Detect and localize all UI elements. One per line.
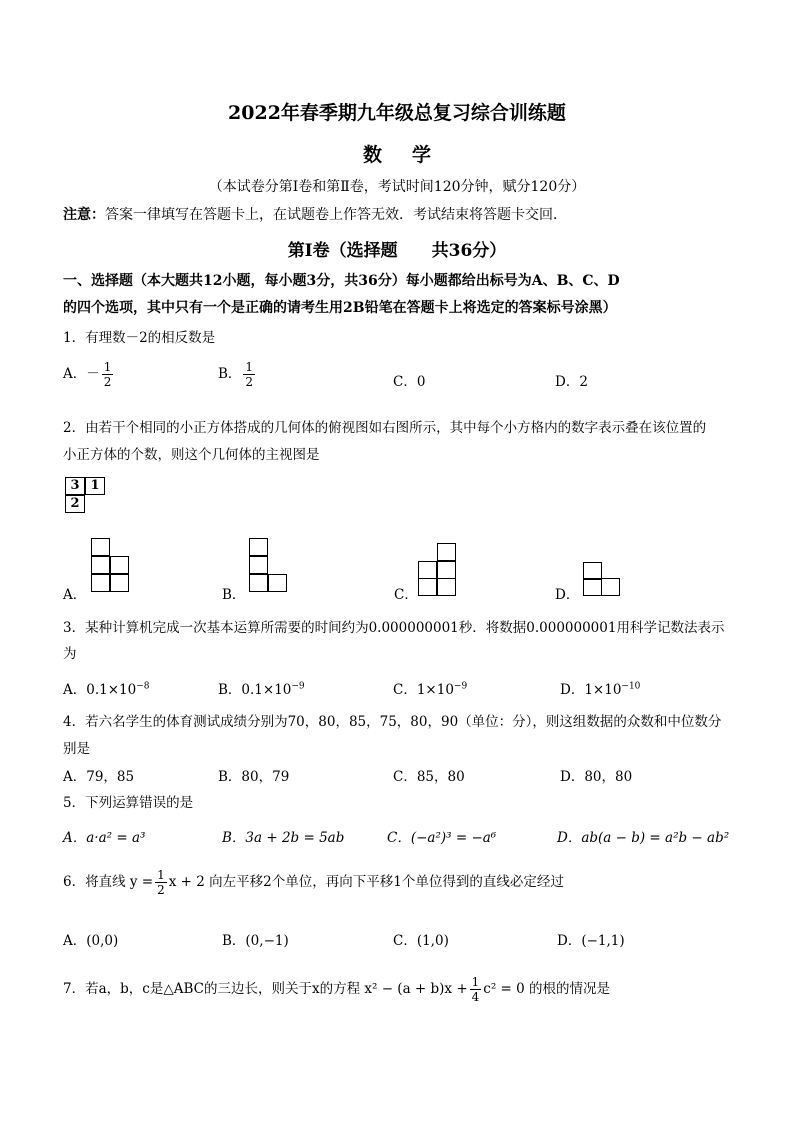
notice-text: 答案一律填写在答题卡上，在试题卷上作答无效．考试结束将答题卡交回． (105, 207, 567, 223)
q6-fraction (155, 868, 167, 897)
q6-denominator: 2 (157, 883, 165, 897)
q6-numerator: 1 (157, 868, 165, 882)
exam-title: 2022年春季期九年级总复习综合训练题 (228, 102, 566, 124)
q2-stem-line1: 2．由若干个相同的小正方体搭成的几何体的俯视图如右图所示，其中每个小方格内的数字表示叠在该位置的 (63, 420, 707, 436)
q3-stem-line1: 3．某种计算机完成一次基本运算所需要的时间约为0.000000001秒．将数据0.000000001用科学记数法表示 (63, 620, 725, 636)
q7-stem-pre: 7．若a，b，c是△ABC的三边长，则关于x的方程 x² − (a + b)x + (63, 981, 468, 997)
q3-option-d (560, 678, 640, 698)
q7-numerator: 1 (471, 975, 480, 989)
cube-square (437, 578, 456, 596)
q3-d-exponent: −10 (621, 681, 641, 692)
q1-stem: 1．有理数－2的相反数是 (63, 330, 216, 346)
cube-square (91, 574, 110, 592)
q3-a-exponent: −8 (136, 681, 150, 692)
q3-option-b (218, 678, 305, 698)
q1-b-numerator: 1 (245, 360, 254, 374)
notice-label: 注意： (63, 207, 105, 223)
cube-square (418, 578, 437, 596)
cube-square (249, 556, 268, 574)
part-title: 第Ⅰ卷（选择题 共36分） (287, 241, 507, 261)
q7-denominator: 4 (471, 990, 480, 1004)
q4-stem-line2: 别是 (63, 741, 90, 757)
q2-stem-line2: 小正方体的个数，则这个几何体的主视图是 (63, 447, 320, 463)
grid-cell: 1 (85, 477, 105, 495)
q5-option-b: B．3a + 2b = 5ab (222, 830, 345, 846)
q1-option-c: C．0 (393, 374, 426, 390)
cube-square (110, 556, 129, 574)
q5-option-c: C．(−a²)³ = −a⁶ (387, 830, 497, 846)
notice (63, 204, 567, 224)
q4-option-c: C．85，80 (393, 769, 465, 785)
q1-option-d: D．2 (555, 374, 588, 390)
cube-square (418, 561, 437, 579)
exam-info: （本试卷分第Ⅰ卷和第Ⅱ卷，考试时间120分钟，赋分120分） (208, 179, 586, 195)
q6-stem (63, 868, 564, 897)
cube-square (91, 556, 110, 574)
cube-square (91, 538, 110, 556)
cube-square (268, 574, 287, 592)
grid-cell: 3 (65, 477, 85, 495)
q1-option-b-fraction (243, 360, 255, 389)
cube-square (249, 538, 268, 556)
q1-a-numerator: 1 (103, 360, 112, 374)
q3-c-base: C．1×10 (393, 682, 454, 698)
q1-option-a-label: A．－ (63, 366, 100, 382)
cube-square (583, 578, 602, 596)
q4-option-d: D．80，80 (560, 769, 633, 785)
q5-option-d: D．ab(a − b) = a²b − ab² (557, 830, 730, 846)
cube-square (110, 574, 129, 592)
q3-d-base: D．1×10 (560, 682, 622, 698)
q6-option-c: C．(1,0) (393, 933, 449, 949)
q7-stem-post: c² = 0 的根的情况是 (483, 981, 611, 997)
q6-option-b: B．(0,−1) (222, 933, 289, 949)
q4-option-b: B．80，79 (218, 769, 290, 785)
subject-title: 数学 (362, 144, 461, 166)
q5-stem: 5．下列运算错误的是 (63, 795, 194, 811)
q1-option-a (63, 360, 115, 389)
q1-b-denominator: 2 (245, 375, 254, 389)
q6-stem-post: x + 2 向左平移2个单位，再向下平移1个单位得到的直线必定经过 (168, 874, 564, 890)
q3-stem-line2: 为 (63, 646, 77, 662)
q6-stem-pre: 6．将直线 y = (63, 874, 154, 890)
q1-option-a-fraction (102, 360, 114, 389)
q2-option-a-label: A． (63, 587, 87, 603)
q4-option-a: A．79，85 (63, 769, 135, 785)
q3-option-c (393, 678, 467, 698)
q1-option-b (218, 360, 257, 389)
grid-cell: 2 (65, 495, 85, 513)
cube-square (249, 574, 268, 592)
q6-option-d: D．(−1,1) (557, 933, 625, 949)
q5-option-a: A．a·a² = a³ (63, 830, 146, 846)
q3-b-exponent: −9 (291, 681, 305, 692)
q3-b-base: B．0.1×10 (218, 682, 292, 698)
q2-option-d-label: D． (555, 587, 580, 603)
q3-option-a (63, 678, 150, 698)
q3-c-exponent: −9 (453, 681, 468, 692)
cube-square (601, 578, 620, 596)
q1-option-b-label: B． (218, 366, 242, 382)
section-instructions-line1: 一、选择题（本大题共12小题，每小题3分，共36分）每小题都给出标号为A、B、C、D (63, 273, 620, 289)
q4-stem-line1: 4．若六名学生的体育测试成绩分别为70，80，85，75，80，90（单位：分），则这组数据的众数和中位数分 (63, 714, 722, 730)
cube-square (437, 543, 456, 561)
q2-option-c-label: C． (394, 587, 418, 603)
cube-square (437, 561, 456, 579)
q7-fraction (470, 975, 482, 1004)
q1-a-denominator: 2 (103, 375, 112, 389)
q7-stem (63, 975, 610, 1004)
q3-a-base: A．0.1×10 (63, 682, 137, 698)
section-instructions-line2: 的四个选项，其中只有一个是正确的请考生用2B铅笔在答题卡上将选定的答案标号涂黑） (63, 300, 617, 316)
q2-option-b-label: B． (222, 587, 246, 603)
q6-option-a: A．(0,0) (63, 933, 119, 949)
